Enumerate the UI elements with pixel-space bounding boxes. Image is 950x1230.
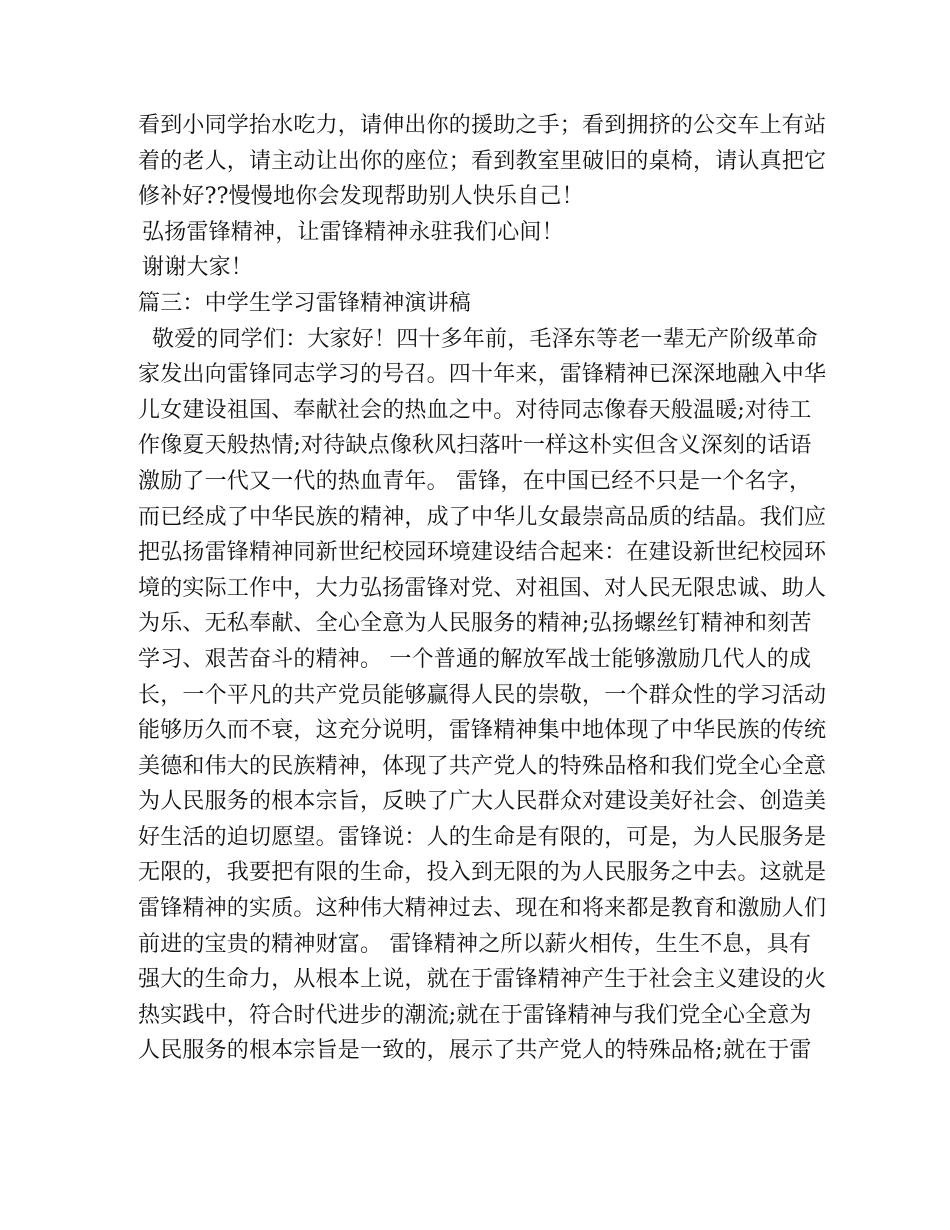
text-line: 而已经成了中华民族的精神，成了中华儿女最崇高品质的结晶。我们应 <box>138 504 827 530</box>
text-line: 美德和伟大的民族精神，体现了共产党人的特殊品格和我们党全心全意 <box>138 753 827 779</box>
text-line: 敬爱的同学们：大家好！四十多年前，毛泽东等老一辈无产阶级革命 <box>152 326 819 352</box>
text-line: 能够历久而不衰，这充分说明，雷锋精神集中地体现了中华民族的传统 <box>138 718 827 744</box>
document-body <box>138 108 827 1069</box>
text-line: 弘扬雷锋精神，让雷锋精神永驻我们心间！ <box>142 219 564 245</box>
text-line: 作像夏天般热情;对待缺点像秋风扫落叶一样这朴实但含义深刻的话语 <box>138 433 812 459</box>
text-line: 前进的宝贵的精神财富。 雷锋精神之所以薪火相传，生生不息，具有 <box>138 931 812 957</box>
text-line: 谢谢大家！ <box>142 255 254 281</box>
text-line: 看到小同学抬水吃力，请伸出你的援助之手；看到拥挤的公交车上有站 <box>138 113 827 138</box>
text-line: 长，一个平凡的共产党员能够赢得人民的崇敬，一个群众性的学习活动 <box>138 682 827 708</box>
text-line: 把弘扬雷锋精神同新世纪校园环境建设结合起来：在建设新世纪校园环 <box>138 540 827 566</box>
text-line: 热实践中，符合时代进步的潮流;就在于雷锋精神与我们党全心全意为 <box>138 1002 812 1028</box>
section-heading: 篇三：中学生学习雷锋精神演讲稿 <box>138 290 472 316</box>
text-line: 儿女建设祖国、奉献社会的热血之中。对待同志像春天般温暖;对待工 <box>138 397 812 423</box>
text-line: 为乐、无私奉献、全心全意为人民服务的精神;弘扬螺丝钉精神和刻苦 <box>138 611 812 637</box>
text-line: 无限的，我要把有限的生命，投入到无限的为人民服务之中去。这就是 <box>138 860 827 886</box>
text-line: 雷锋精神的实质。这种伟大精神过去、现在和将来都是教育和激励人们 <box>138 896 827 922</box>
text-line: 强大的生命力，从根本上说，就在于雷锋精神产生于社会主义建设的火 <box>138 967 827 993</box>
text-line: 学习、艰苦奋斗的精神。 一个普通的解放军战士能够激励几代人的成 <box>138 646 812 672</box>
text-line: 好生活的迫切愿望。雷锋说：人的生命是有限的，可是，为人民服务是 <box>138 824 827 850</box>
text-line: 着的老人，请主动让出你的座位；看到教室里破旧的桌椅，请认真把它 <box>138 148 827 174</box>
text-line: 修补好??慢慢地你会发现帮助别人快乐自己！ <box>138 184 584 210</box>
text-line: 为人民服务的根本宗旨，反映了广大人民群众对建设美好社会、创造美 <box>138 789 827 815</box>
text-line: 境的实际工作中，大力弘扬雷锋对党、对祖国、对人民无限忠诚、助人 <box>138 575 827 601</box>
text-line: 人民服务的根本宗旨是一致的，展示了共产党人的特殊品格;就在于雷 <box>138 1038 812 1064</box>
text-line: 家发出向雷锋同志学习的号召。四十年来，雷锋精神已深深地融入中华 <box>138 362 827 388</box>
text-line: 激励了一代又一代的热血青年。 雷锋，在中国已经不只是一个名字， <box>138 468 812 494</box>
